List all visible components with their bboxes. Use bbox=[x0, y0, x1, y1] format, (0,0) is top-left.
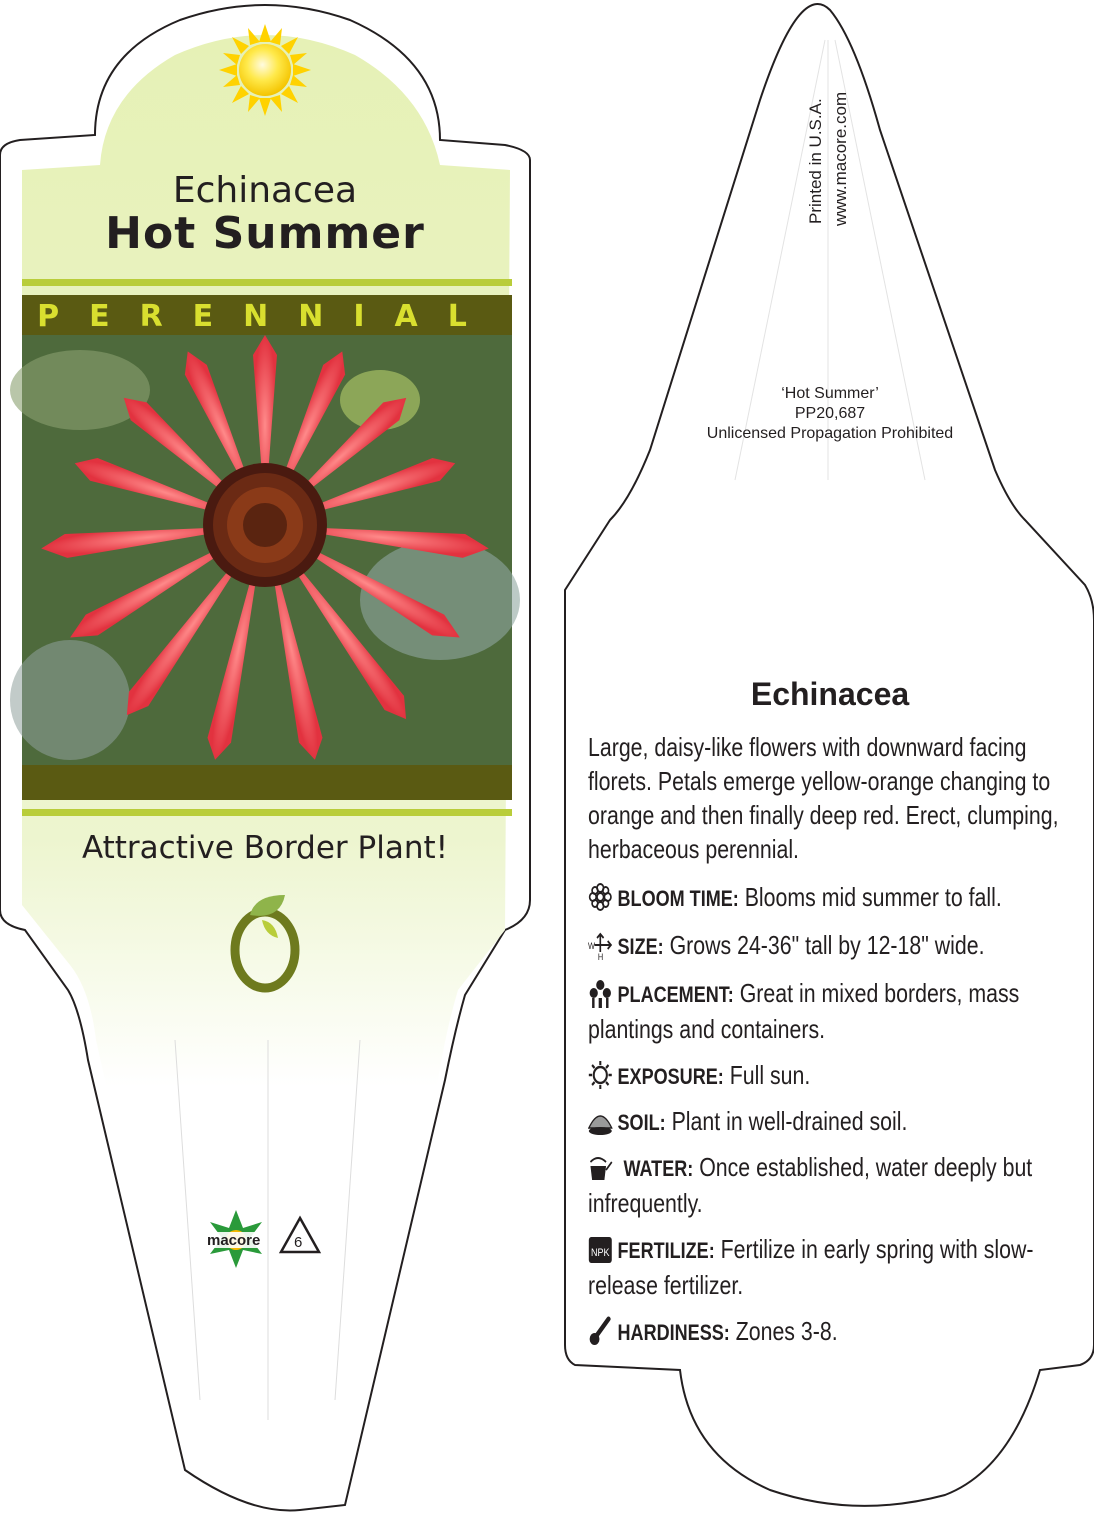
hardiness-label: HARDINESS: bbox=[617, 1320, 730, 1345]
hardiness-text: Zones 3-8. bbox=[735, 1316, 838, 1346]
size-arrows-icon bbox=[588, 930, 613, 960]
water-label: WATER: bbox=[623, 1156, 694, 1181]
thermometer-icon bbox=[588, 1316, 613, 1346]
sun-icon bbox=[588, 1060, 613, 1090]
tagline: Attractive Border Plant! bbox=[81, 830, 449, 866]
watering-can-icon bbox=[588, 1152, 613, 1182]
back-title: Echinacea bbox=[750, 676, 910, 712]
water-text: Once established, water deeply but infrequently. bbox=[588, 1152, 1033, 1218]
legal-notice: Unlicensed Propagation Prohibited bbox=[706, 425, 954, 442]
category-label: PERENNIAL bbox=[37, 299, 497, 334]
plants-group-icon bbox=[588, 978, 613, 1008]
legal-name: ‘Hot Summer’ bbox=[781, 385, 879, 402]
bloom-time-text: Blooms mid summer to fall. bbox=[744, 882, 1002, 912]
placement-text: Great in mixed borders, mass plantings and containers. bbox=[588, 978, 1020, 1044]
flower-icon bbox=[588, 882, 613, 912]
fertilize-text: Fertilize in early spring with slow-release fertilizer. bbox=[588, 1234, 1034, 1300]
npk-text: NPK bbox=[591, 1247, 610, 1260]
bloom-time bbox=[588, 880, 1068, 916]
soil-pile-icon bbox=[588, 1106, 613, 1136]
recycle-number: 6 bbox=[294, 1234, 303, 1251]
size-label: SIZE: bbox=[617, 934, 664, 959]
soil-label: SOIL: bbox=[617, 1110, 666, 1135]
exposure bbox=[588, 1058, 1068, 1094]
size-text: Grows 24-36" tall by 12-18" wide. bbox=[669, 930, 985, 960]
fertilize-label: FERTILIZE: bbox=[617, 1238, 715, 1263]
plant-variety: Hot Summer bbox=[105, 208, 425, 259]
placement bbox=[588, 976, 1068, 1046]
fertilize bbox=[588, 1232, 1068, 1302]
size-h-letter: H bbox=[597, 952, 604, 960]
plant-genus: Echinacea bbox=[172, 170, 358, 211]
fertilizer-bag-icon bbox=[588, 1234, 613, 1264]
size-w-letter: W bbox=[588, 941, 595, 952]
printed-in: Printed in U.S.A. bbox=[806, 98, 825, 224]
water bbox=[588, 1150, 1068, 1220]
description: Large, daisy-like flowers with downward facing florets. Petals emerge yellow-orange changing to orange and then finally deep red. Erect, clumping, herbaceous perennial. bbox=[588, 732, 1059, 864]
website: www.macore.com bbox=[831, 91, 850, 226]
placement-label: PLACEMENT: bbox=[617, 982, 734, 1007]
soil bbox=[588, 1104, 1068, 1140]
patent-number: PP20,687 bbox=[794, 405, 866, 422]
exposure-text: Full sun. bbox=[729, 1060, 811, 1090]
bloom-time-label: BLOOM TIME: bbox=[617, 886, 739, 911]
exposure-label: EXPOSURE: bbox=[617, 1064, 724, 1089]
brand-name: macore bbox=[207, 1232, 261, 1249]
size bbox=[588, 928, 1068, 964]
soil-text: Plant in well-drained soil. bbox=[671, 1106, 908, 1136]
hardiness bbox=[588, 1314, 1068, 1350]
